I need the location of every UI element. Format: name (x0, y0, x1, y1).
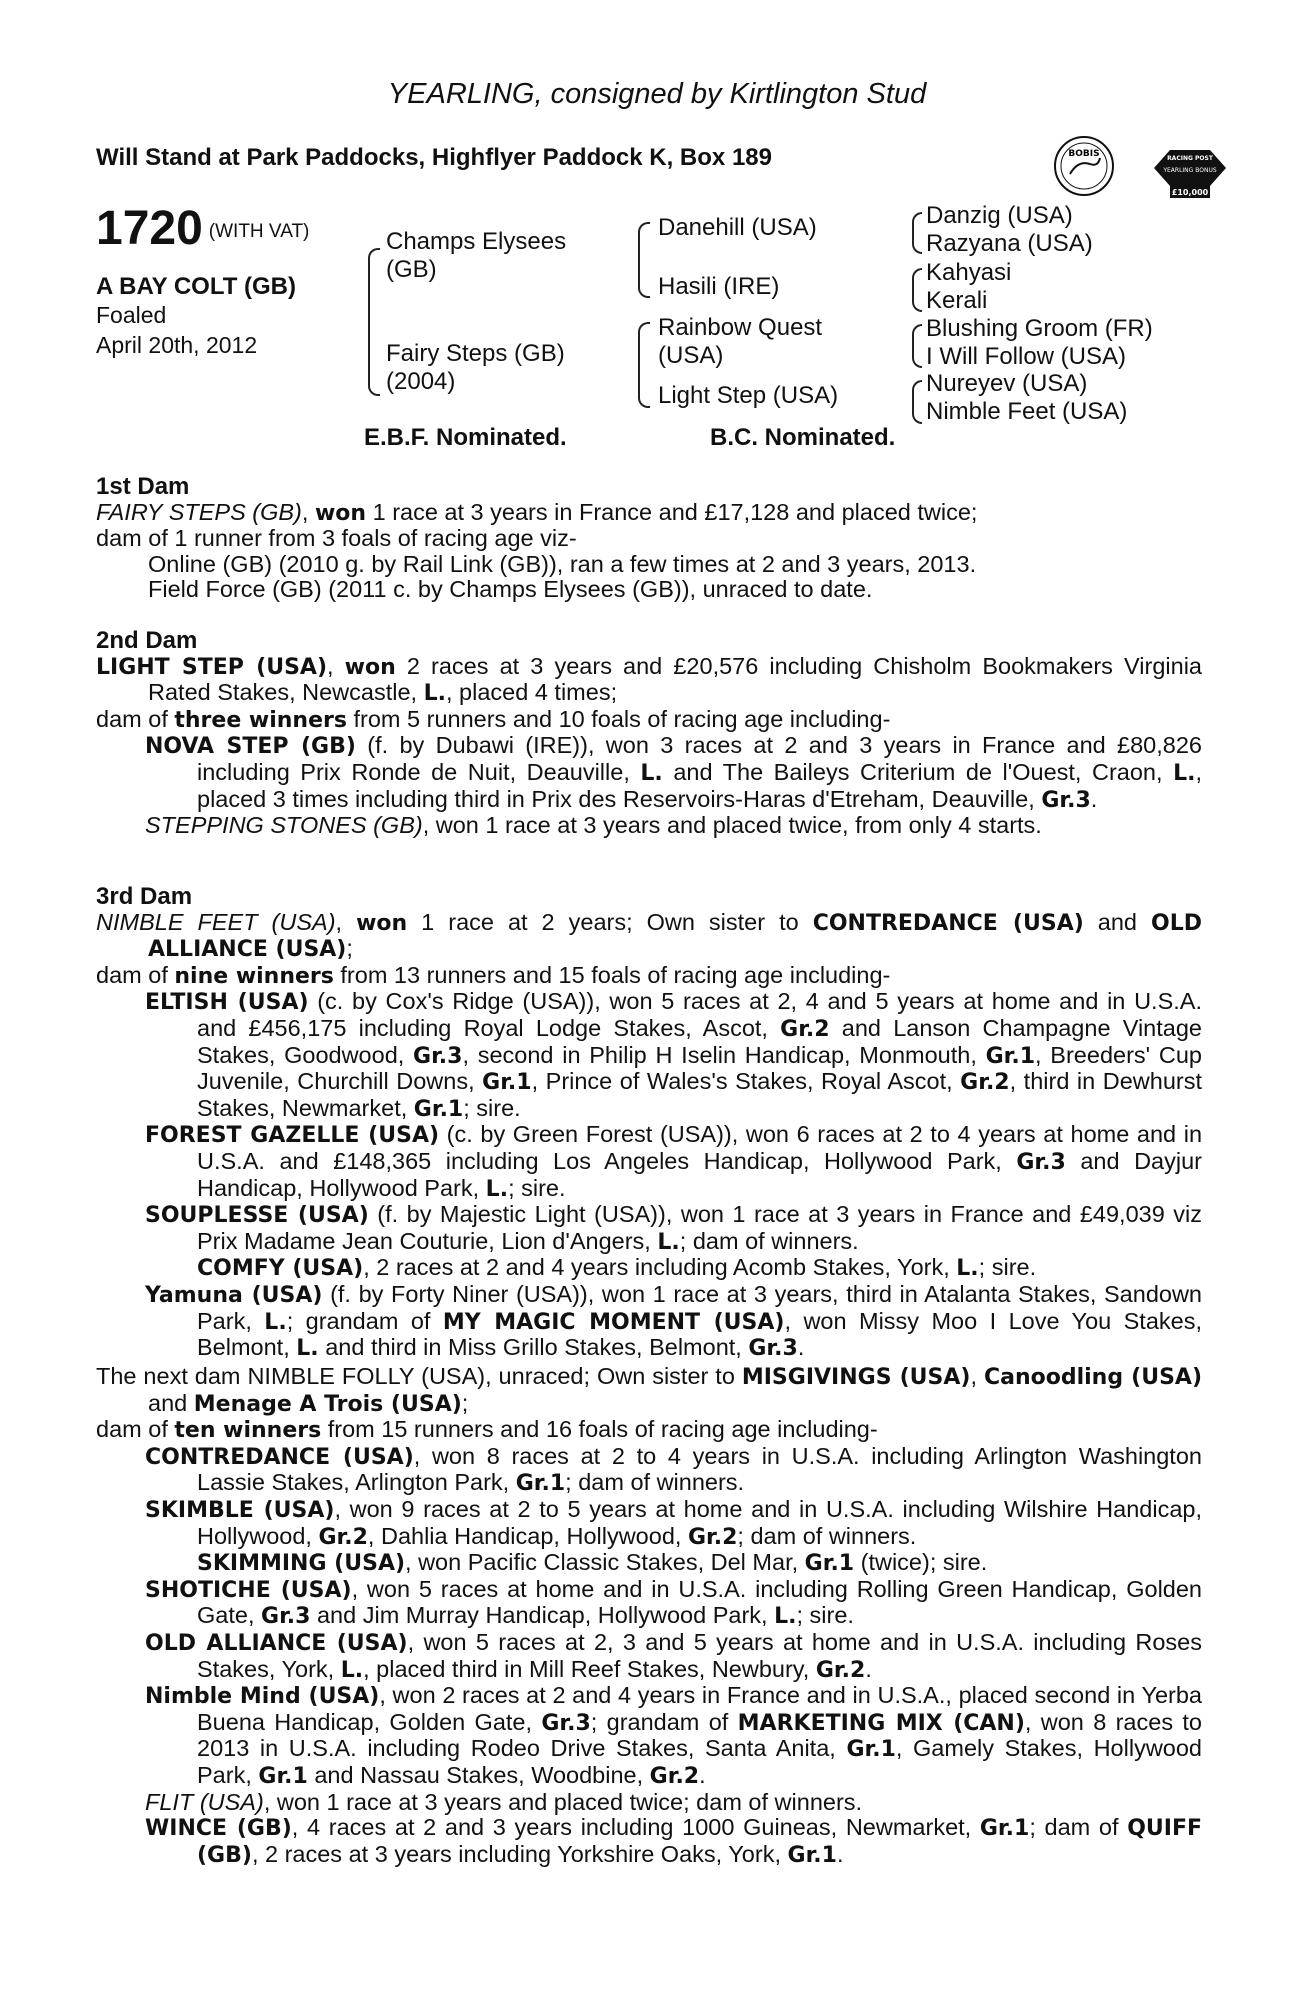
produce-entry: Yamuna (USA) (f. by Forty Niner (USA)), won 1 race at 3 years, third in Atalanta Stakes, Sandown Park, L.; grandam of MY MAGIC MOMENT (USA), won Missy Moo I Love You Stakes, Belmont, L. and third in Miss Grillo Stakes, Belmont, Gr.3. (145, 1280, 1203, 1362)
produce-entry: ELTISH (USA) (c. by Cox's Ridge (USA)), won 5 races at 2, 4 and 5 years at home and in U.S.A. and £456,175 including Royal Lodge Stakes, Ascot, Gr.2 and Lanson Champagne Vintage Stakes, Goodwood, Gr.3, second in Philip H Iselin Handicap, Monmouth, Gr.1, Breeders' Cup Juvenile, Churchill Downs, Gr.1, Prince of Wales's Stakes, Royal Ascot, Gr.2, third in Dewhurst Stakes, Newmarket, Gr.1; sire. (145, 988, 1202, 1122)
svg-text:RACING POST: RACING POST (1167, 155, 1213, 162)
bc-nominated: B.C. Nominated. (710, 424, 896, 451)
pedigree-dam-dam: Light Step (USA) (658, 382, 839, 409)
svg-text:YEARLING BONUS: YEARLING BONUS (1163, 167, 1217, 174)
pedigree-brace-6 (912, 324, 922, 368)
second-dam-section (96, 628, 1202, 839)
pedigree-brace-4 (912, 212, 922, 254)
page-title: YEARLING, consigned by Kirtlington Stud (387, 78, 927, 110)
pedigree-dam: Fairy Steps (GB) (2004) (386, 340, 565, 395)
section-heading: 2nd Dam (96, 627, 198, 654)
lot-number: 1720 (WITH VAT) (96, 202, 310, 255)
produce-entry: SKIMBLE (USA), won 9 races at 2 to 5 years at home and in U.S.A. including Wilshire Handicap, Hollywood, Gr.2, Dahlia Handicap, Hollywood, Gr.2; dam of winners. (145, 1495, 1202, 1550)
foaled-info: Foaled April 20th, 2012 (96, 302, 258, 358)
dam-produce-intro: dam of ten winners from 15 runners and 16 foals of racing age including- (96, 1416, 878, 1444)
produce-entry: STEPPING STONES (GB), won 1 race at 3 years and placed twice, from only 4 starts. (145, 812, 1042, 839)
dam-summary: LIGHT STEP (USA), won 2 races at 3 years and £20,576 including Chisholm Bookmakers Virginia Rated Stakes, Newcastle, L., placed 4 times; (96, 652, 1202, 707)
pedigree-sds: Kahyasi Kerali (926, 259, 1012, 314)
vat-note: (WITH VAT) (208, 220, 310, 242)
produce-entry: Online (GB) (2010 g. by Rail Link (GB)), ran a few times at 2 and 3 years, 2013. (148, 550, 977, 577)
produce-entry: Nimble Mind (USA), won 2 races at 2 and 4 years in France and in U.S.A., placed second in Yerba Buena Handicap, Golden Gate, Gr.3; grandam of MARKETING MIX (CAN), won 8 races to 2013 in U.S.A. including Rodeo Drive Stakes, Santa Anita, Gr.1, Gamely Stakes, Hollywood Park, Gr.1 and Nassau Stakes, Woodbine, Gr.2. (145, 1682, 1202, 1789)
pedigree-dss: Blushing Groom (FR) I Will Follow (USA) (926, 315, 1153, 370)
pedigree-sire-dam: Hasili (IRE) (658, 273, 780, 300)
dam-produce-intro: dam of three winners from 5 runners and 10 foals of racing age including- (96, 705, 891, 733)
pedigree-brace-1 (368, 248, 380, 396)
produce-entry: Field Force (GB) (2011 c. by Champs Elysees (GB)), unraced to date. (148, 576, 873, 603)
pedigree-brace-2 (638, 222, 650, 298)
pedigree-sire-sire: Danehill (USA) (658, 214, 817, 241)
next-dam-section (96, 1364, 1202, 1868)
produce-entry: SOUPLESSE (USA) (f. by Majestic Light (USA)), won 1 race at 3 years in France and £49,039 viz Prix Madame Jean Couturie, Lion d'Angers, L.; dam of winners. (145, 1201, 1202, 1255)
produce-entry: CONTREDANCE (USA), won 8 races at 2 to 4 years in U.S.A. including Arlington Washington Lassie Stakes, Arlington Park, Gr.1; dam of winners. (145, 1442, 1202, 1497)
pedigree-brace-7 (912, 380, 922, 424)
pedigree-dds: Nureyev (USA) Nimble Feet (USA) (926, 370, 1128, 425)
produce-entry: WINCE (GB), 4 races at 2 and 3 years including 1000 Guineas, Newmarket, Gr.1; dam of QUIFF (GB), 2 races at 3 years including Yorkshire Oaks, York, Gr.1. (145, 1814, 1203, 1868)
produce-entry: COMFY (USA), 2 races at 2 and 4 years including Acomb Stakes, York, L.; sire. (197, 1254, 1037, 1282)
yearling-bonus-logo (1150, 140, 1230, 204)
dam-produce-intro: dam of nine winners from 13 runners and 15 foals of racing age including- (96, 961, 891, 989)
produce-entry: FLIT (USA), won 1 race at 3 years and placed twice; dam of winners. (145, 1788, 863, 1815)
produce-entry: OLD ALLIANCE (USA), won 5 races at 2, 3 and 5 years at home and in U.S.A. including Roses Stakes, York, L., placed third in Mill Reef Stakes, Newbury, Gr.2. (145, 1628, 1202, 1683)
ebf-nominated: E.B.F. Nominated. (364, 424, 567, 451)
dam-summary: The next dam NIMBLE FOLLY (USA), unraced; Own sister to MISGIVINGS (USA), Canoodling (USA) and Menage A Trois (USA); (96, 1363, 1202, 1417)
pedigree-dam-sire: Rainbow Quest (USA) (658, 314, 823, 369)
produce-entry: NOVA STEP (GB) (f. by Dubawi (IRE)), won 3 races at 2 and 3 years in France and £80,826 including Prix Ronde de Nuit, Deauville, L. and The Baileys Criterium de l'Ouest, Craon, L., placed 3 times including third in Prix des Reservoirs-Haras d'Etreham, Deauville, Gr.3. (145, 732, 1202, 813)
pedigree-brace-3 (638, 322, 650, 408)
first-dam-section (96, 474, 1202, 603)
svg-text:BOBIS: BOBIS (1068, 149, 1100, 159)
third-dam-section (96, 884, 1202, 1362)
bobis-logo (1052, 134, 1116, 198)
section-heading: 3rd Dam (96, 883, 193, 910)
pedigree-brace-5 (912, 268, 922, 312)
produce-entry: FOREST GAZELLE (USA) (c. by Green Forest (USA)), won 6 races at 2 to 4 years at home and in U.S.A. and £148,365 including Los Angeles Handicap, Hollywood Park, Gr.3 and Dayjur Handicap, Hollywood Park, L.; sire. (145, 1121, 1203, 1202)
pedigree-sire: Champs Elysees (GB) (386, 228, 567, 283)
dam-summary: NIMBLE FEET (USA), won 1 race at 2 years; Own sister to CONTREDANCE (USA) and OLD ALLIANCE (USA); (96, 908, 1202, 963)
dam-summary: FAIRY STEPS (GB), won 1 race at 3 years in France and £17,128 and placed twice; (96, 498, 978, 526)
pedigree-sss: Danzig (USA) Razyana (USA) (926, 202, 1093, 257)
produce-entry: SKIMMING (USA), won Pacific Classic Stakes, Del Mar, Gr.1 (twice); sire. (197, 1549, 988, 1577)
stand-location: Will Stand at Park Paddocks, Highflyer Paddock K, Box 189 (96, 144, 772, 171)
produce-entry: SHOTICHE (USA), won 5 races at home and in U.S.A. including Rolling Green Handicap, Golden Gate, Gr.3 and Jim Murray Handicap, Hollywood Park, L.; sire. (145, 1575, 1202, 1630)
dam-produce-intro: dam of 1 runner from 3 foals of racing age viz- (96, 525, 577, 552)
svg-text:£10,000: £10,000 (1171, 188, 1209, 197)
section-heading: 1st Dam (96, 473, 190, 500)
lot-name: A BAY COLT (GB) (96, 273, 297, 300)
